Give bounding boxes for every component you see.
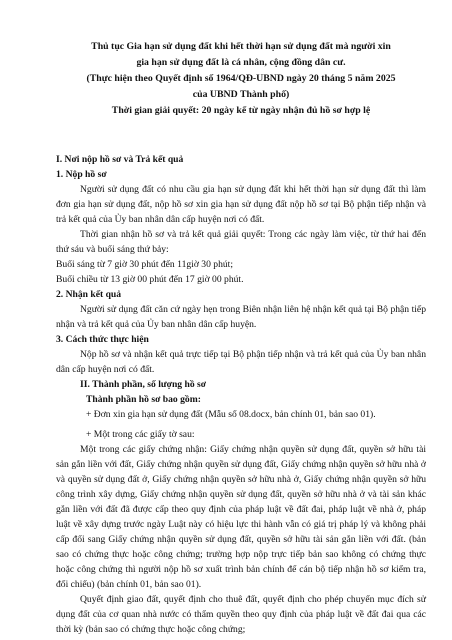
paragraph: Người sử dụng đất có nhu cầu gia hạn sử dụng đất khi hết thời hạn sử dụng đất thì làm đơn gia hạn sử dụng đất, nộp hồ sơ xin gia hạn sử dụng đất nộp hồ sơ tại Bộ phận tiếp nhận và trả kết quả của Ủy ban nhân dân cấp huyện nơi có đất.	[56, 184, 426, 225]
paragraph: Buổi chiều từ 13 giờ 00 phút đến 17 giờ 00 phút.	[56, 274, 244, 285]
title-line-1: Thủ tục Gia hạn sử dụng đất khi hết thời hạn sử dụng đất mà người xin	[91, 41, 391, 52]
subsection-2-1: Thành phần hồ sơ bao gồm:	[86, 394, 201, 405]
section-1	[56, 152, 426, 637]
title-line-3: (Thực hiện theo Quyết định số 1964/QĐ-UBND ngày 20 tháng 5 năm 2025	[86, 73, 396, 84]
list-item: + Một trong các giấy tờ sau:	[86, 429, 195, 440]
paragraph: Một trong các giấy chứng nhận: Giấy chứng nhận quyền sử dụng đất, quyền sở hữu tài sản gắn liền với đất, Giấy chứng nhận quyền sử dụng đất, Giấy chứng nhận quyền sở hữu nhà ở và quyền sử dụng đất ở, Giấy chứng nhận quyền sở hữu nhà ở, Giấy chứng nhận quyền sở hữu công trình xây dựng, Giấy chứng nhận quyền sử dụng đất, quyền sở hữu nhà ở và tài sản khác gắn liền với đất đã được cấp theo quy định của pháp luật về đất đai, pháp luật về nhà ở, pháp luật về xây dựng trước ngày Luật này có hiệu lực thi hành vẫn có giá trị pháp lý và không phải cấp đổi sang Giấy chứng nhận quyền sử dụng đất, quyền sở hữu tài sản gắn liền với đất. (bản sao có chứng thực hoặc công chứng; trường hợp nộp trực tiếp bản sao không có chứng thực hoặc công chứng thì người nộp hồ sơ xuất trình bản chính để cán bộ tiếp nhận hồ sơ kiểm tra, đối chiếu) (bản chính 01, bản sao 01).	[56, 444, 426, 590]
subsection-1-3: 3. Cách thức thực hiện	[56, 334, 149, 345]
paragraph: Người sử dụng đất căn cứ ngày hẹn trong Biên nhận liên hệ nhận kết quả tại Bộ phận tiếp nhận và trả kết quả của Ủy ban nhân dân cấp huyện.	[56, 304, 426, 330]
section-2-heading: II. Thành phần, số lượng hồ sơ	[80, 379, 207, 390]
subsection-1-2: 2. Nhận kết quả	[56, 289, 122, 300]
document-title	[56, 39, 426, 119]
paragraph: Thời gian nhận hồ sơ và trả kết quả giải quyết: Trong các ngày làm việc, từ thứ hai đến thứ sáu và buổi sáng thứ bảy:	[56, 229, 426, 255]
processing-time: Thời gian giải quyết: 20 ngày kể từ ngày nhận đủ hồ sơ hợp lệ	[111, 105, 371, 116]
section-1-heading: I. Nơi nộp hồ sơ và Trả kết quả	[56, 154, 184, 165]
paragraph: Quyết định giao đất, quyết định cho thuê đất, quyết định cho phép chuyển mục đích sử dụng đất của cơ quan nhà nước có thẩm quyền theo quy định của pháp luật về đất đai qua các thời kỳ (bản sao có chứng thực hoặc công chứng;	[56, 594, 426, 635]
title-line-2: gia hạn sử dụng đất là cá nhân, cộng đồng dân cư.	[136, 57, 346, 68]
list-item: + Đơn xin gia hạn sử dụng đất (Mẫu số 08.docx, bản chính 01, bản sao 01).	[86, 409, 376, 420]
title-line-4: của UBND Thành phố)	[192, 89, 290, 100]
subsection-1-1: 1. Nộp hồ sơ	[56, 169, 107, 180]
paragraph: Buổi sáng từ 7 giờ 30 phút đến 11giờ 30 phút;	[56, 259, 234, 270]
paragraph: Nộp hồ sơ và nhận kết quả trực tiếp tại Bộ phận tiếp nhận và trả kết quả của Ủy ban nhân dân cấp huyện nơi có đất.	[56, 349, 426, 375]
